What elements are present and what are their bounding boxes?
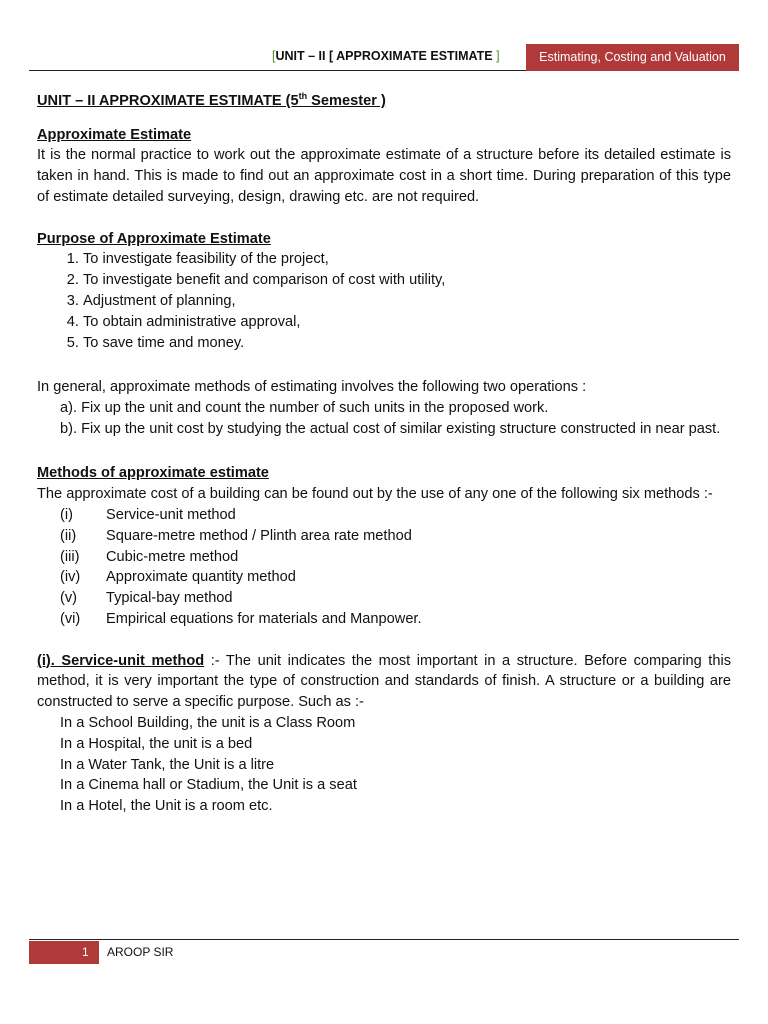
list-text: Service-unit method: [106, 507, 236, 523]
list-item: In a School Building, the unit is a Class Room: [60, 714, 356, 731]
list-item: In a Cinema hall or Stadium, the Unit is a seat: [60, 777, 357, 794]
approximate-estimate-paragraph: It is the normal practice to work out the approximate estimate of a structure before its detailed estimate is taken in hand. This is made to find out an approximate cost in a short time. During preparation of this type of estimate detailed surveying, design, drawing etc. are not required.: [37, 147, 731, 206]
list-number: (iii): [60, 548, 80, 565]
list-item: [37, 609, 731, 630]
heading-purpose: Purpose of Approximate Estimate: [37, 230, 271, 247]
methods-list: [37, 505, 731, 630]
list-text: Square-metre method / Plinth area rate method: [106, 527, 412, 544]
header-subject-tag: Estimating, Costing and Valuation: [526, 44, 739, 71]
footer-rule: [29, 939, 739, 940]
page-number: 1: [82, 945, 89, 959]
list-text: Cubic-metre method: [106, 548, 239, 565]
heading-methods: Methods of approximate estimate: [37, 465, 269, 482]
bracket-close: ]: [496, 49, 500, 63]
header-rule: [29, 70, 526, 71]
list-item: In a Water Tank, the Unit is a litre: [60, 756, 275, 773]
bracket-open: [: [272, 49, 276, 63]
list-number: (vi): [60, 610, 81, 627]
methods-intro: The approximate cost of a building can be found out by the use of any one of the following six methods :-: [37, 486, 713, 503]
list-item: In a Hotel, the Unit is a room etc.: [60, 798, 273, 815]
list-number: (ii): [60, 527, 77, 544]
list-number: (v): [60, 590, 78, 607]
list-item: [37, 505, 731, 526]
list-item: 3. Adjustment of planning,: [83, 291, 731, 312]
purpose-list: [37, 249, 731, 353]
document-content: [37, 86, 731, 817]
list-text: Empirical equations for materials and Manpower.: [106, 610, 422, 627]
list-item: 1. To investigate feasibility of the project,: [83, 249, 731, 270]
list-item: 5. To save time and money.: [83, 333, 731, 354]
title-sup: th: [298, 91, 308, 101]
list-number: (i): [60, 507, 73, 523]
list-item: [37, 526, 731, 547]
general-intro: In general, approximate methods of estimating involves the following two operations :: [37, 379, 587, 396]
header-unit-label: [272, 49, 500, 63]
list-text: Typical-bay method: [106, 590, 233, 607]
unit-label-text: UNIT – II [ APPROXIMATE ESTIMATE: [275, 49, 497, 63]
heading-approximate-estimate: Approximate Estimate: [37, 126, 192, 143]
list-item: [37, 588, 731, 609]
general-step-a: a). Fix up the unit and count the number of such units in the proposed work.: [60, 400, 549, 417]
title-main: UNIT – II APPROXIMATE ESTIMATE (5: [37, 92, 299, 109]
list-number: (iv): [60, 569, 81, 586]
list-item: [37, 567, 731, 588]
list-item: In a Hospital, the unit is a bed: [60, 735, 253, 752]
service-unit-paragraph: [37, 651, 731, 713]
list-item: [37, 547, 731, 568]
title-end: Semester ): [307, 92, 386, 109]
list-text: Approximate quantity method: [106, 569, 296, 586]
list-item: 4. To obtain administrative approval,: [83, 312, 731, 333]
list-item: 2. To investigate benefit and comparison of cost with utility,: [83, 270, 731, 291]
footer-author: AROOP SIR: [107, 945, 174, 959]
heading-service-unit: (i). Service-unit method: [37, 652, 205, 669]
document-title: [37, 86, 731, 112]
service-unit-text: :- The unit indicates the most important in a structure. Before comparing this method, it is very important the type of construction and standards of finish. A structure or a building are constructed to serve a specific purpose. Such as :-: [37, 652, 732, 711]
general-step-b: b). Fix up the unit cost by studying the actual cost of similar existing structure constructed in near past.: [60, 420, 721, 437]
